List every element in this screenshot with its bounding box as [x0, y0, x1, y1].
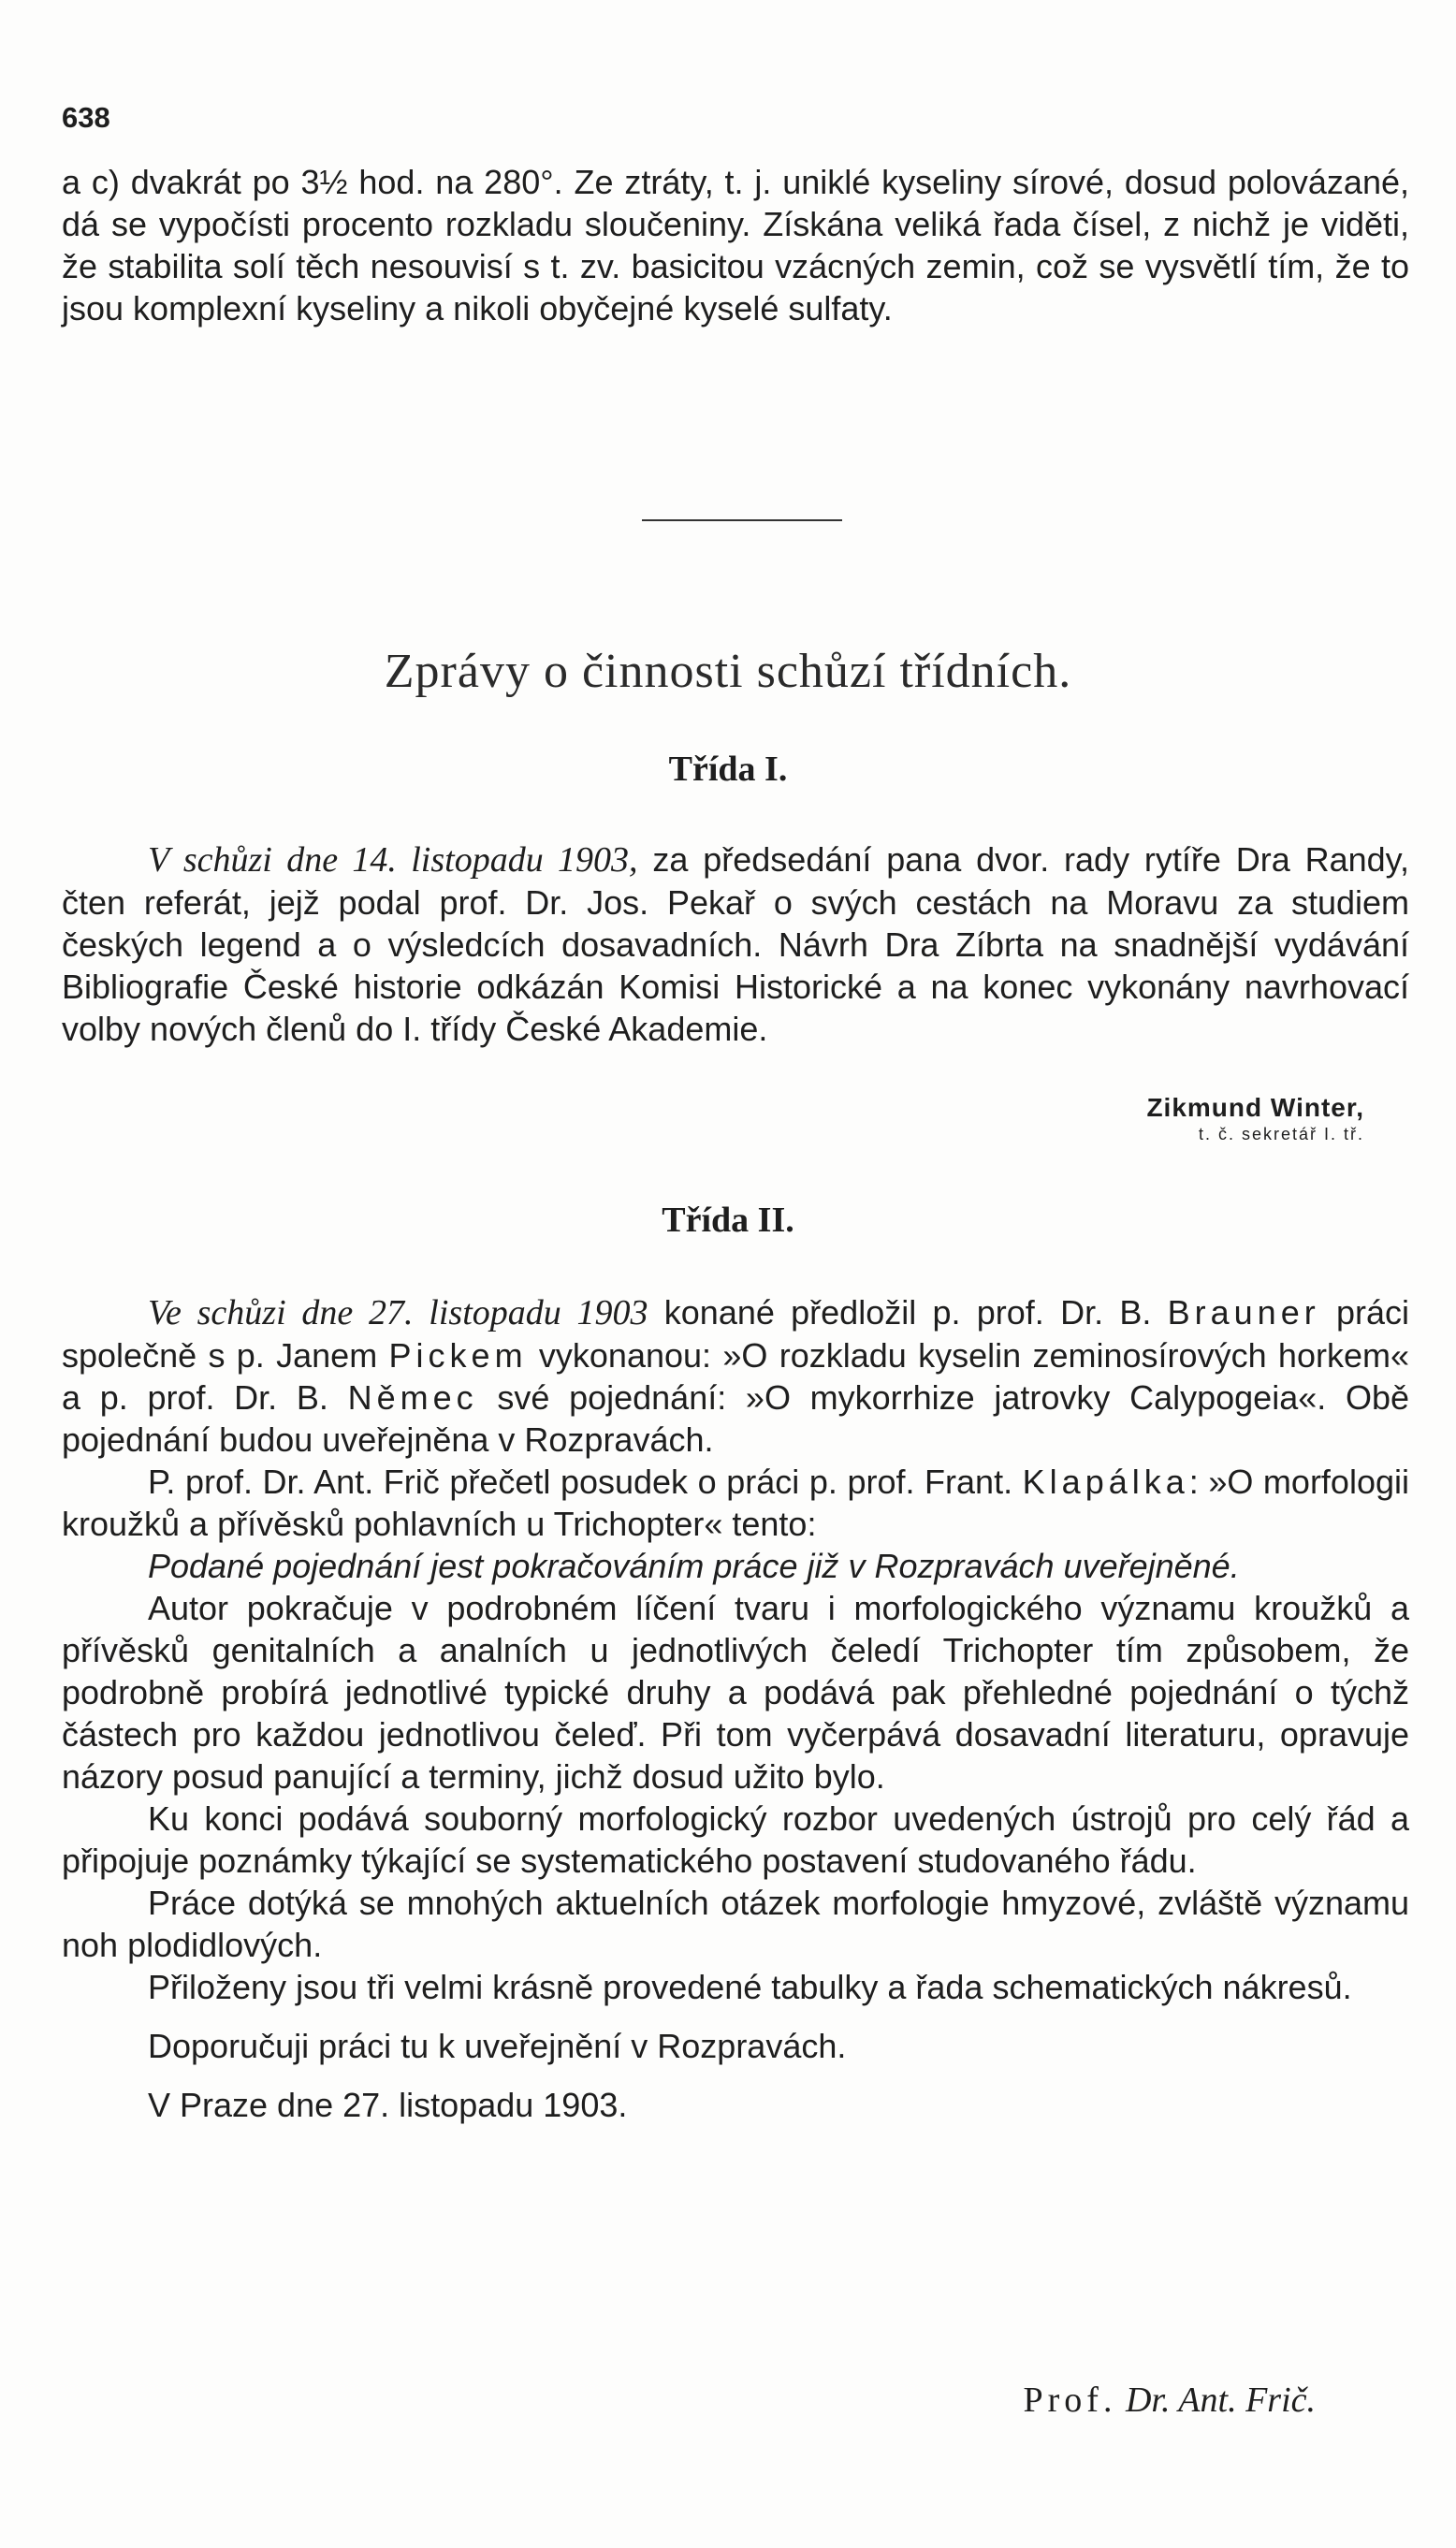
report-intro: Podané pojednání jest pokračováním práce již v Rozpravách uveřejněné.: [148, 1547, 1240, 1585]
class2-heading: Třída II.: [662, 1201, 794, 1240]
class2-date: Ve schůzi dne 27. listopadu 1903: [148, 1293, 648, 1332]
class1-signature: [1146, 1093, 1364, 1144]
place-date: V Praze dne 27. listopadu 1903.: [148, 2086, 628, 2124]
intro-paragraph: a c) dvakrát po 3½ hod. na 280°. Ze ztráty, t. j. uniklé kyseliny sírové, dosud polovázané, dá se vypočísti procento rozkladu sloučeniny. Získána veliká řada čísel, z nichž je viděti, že stabilita solí těch nesouvisí s t. zv. basicitou vzácných zemin, což se vysvětlí tím, že to jsou komplexní kyseliny a nikoli obyčejné kyselé sulfaty.: [62, 163, 1409, 328]
class1-paragraph: [62, 838, 1409, 1050]
page-number: 638: [62, 101, 110, 134]
class2-signature: [1024, 2380, 1316, 2421]
recommendation: Doporučuji práci tu k uveřejnění v Rozpravách.: [148, 2027, 847, 2065]
class2-p1-text-c: vykonanou: »O rozkladu kyselin zeminosírových horkem« a p. prof. Dr. B.: [62, 1336, 1409, 1417]
class2-p1-text-a: konané předložil p. prof. Dr. B.: [648, 1293, 1168, 1332]
class2-p2-text-b: : »O morfologii kroužků a přívěsků pohlavních u Trichopter« tento:: [62, 1463, 1409, 1543]
class2-signature-prefix: Prof.: [1023, 2381, 1117, 2420]
class2-block: [62, 1291, 1409, 2126]
intro-block: [62, 161, 1409, 329]
class1-date: V schůzi dne 14. listopadu 1903,: [148, 840, 638, 880]
author-nemec: Němec: [347, 1378, 478, 1417]
class1-signature-role: t. č. sekretář I. tř.: [1198, 1125, 1364, 1143]
author-brauner: Brauner: [1167, 1293, 1320, 1332]
class2-paragraph-1: [62, 1291, 1409, 1461]
class2-p1-text-d: své pojednání: »O mykorrhize jatrovky Calypogeia«. Obě pojednání budou uveřejněna v Rozpravách.: [62, 1378, 1409, 1459]
author-klapalek: Klapálka: [1022, 1463, 1189, 1501]
report-paragraph-3: Práce dotýká se mnohých aktuelních otázek morfologie hmyzové, zvláště významu noh plodidlových.: [62, 1884, 1409, 1964]
class1-block: [62, 838, 1409, 1050]
report-paragraph-1: Autor pokračuje v podrobném líčení tvaru i morfologického významu kroužků a přívěsků genitalních a analních u jednotlivých čeledí Trichopter tím způsobem, že podrobně probírá jednotlivé typické druhy a podává pak přehledné pojednání o týchž částech pro každou jednotlivou čeleď. Při tom vyčerpává dosavadní literaturu, opravuje názory posud panující a terminy, jichž dosud užito bylo.: [62, 1589, 1409, 1796]
main-title: Zprávy o činnosti schůzí třídních.: [384, 645, 1072, 698]
report-paragraph-2: Ku konci podává souborný morfologický rozbor uvedených ústrojů pro celý řád a připojuje poznámky týkající se systematického postavení studovaného řádu.: [62, 1799, 1409, 1880]
class1-heading: Třída I.: [668, 750, 788, 789]
class1-signature-name: Zikmund Winter,: [1146, 1093, 1364, 1122]
class2-paragraph-2: [62, 1461, 1409, 1545]
report-paragraph-4: Přiloženy jsou tři velmi krásně provedené tabulky a řada schematických nákresů.: [148, 1968, 1352, 2006]
class1-body: za předsedání pana dvor. rady rytíře Dra Randy, čten referát, jejž podal prof. Dr. Jos. Pekař o svých cestách na Moravu za studiem českých legend a o výsledcích dosavadních. Návrh Dra Zíbrta na snadnější vydávání Bibliografie České historie odkázán Komisi Historické a na konec vykonány navrhovací volby nových členů do I. třídy České Akademie.: [62, 840, 1409, 1048]
class2-signature-name: Dr. Ant. Frič.: [1125, 2381, 1316, 2420]
class2-p2-text-a: P. prof. Dr. Ant. Frič přečetl posudek o práci p. prof. Frant.: [148, 1463, 1023, 1501]
class2-p1-text-b: práci společně s p. Janem: [62, 1293, 1409, 1375]
section-divider: [642, 519, 842, 521]
author-picek: Pickem: [388, 1336, 528, 1375]
